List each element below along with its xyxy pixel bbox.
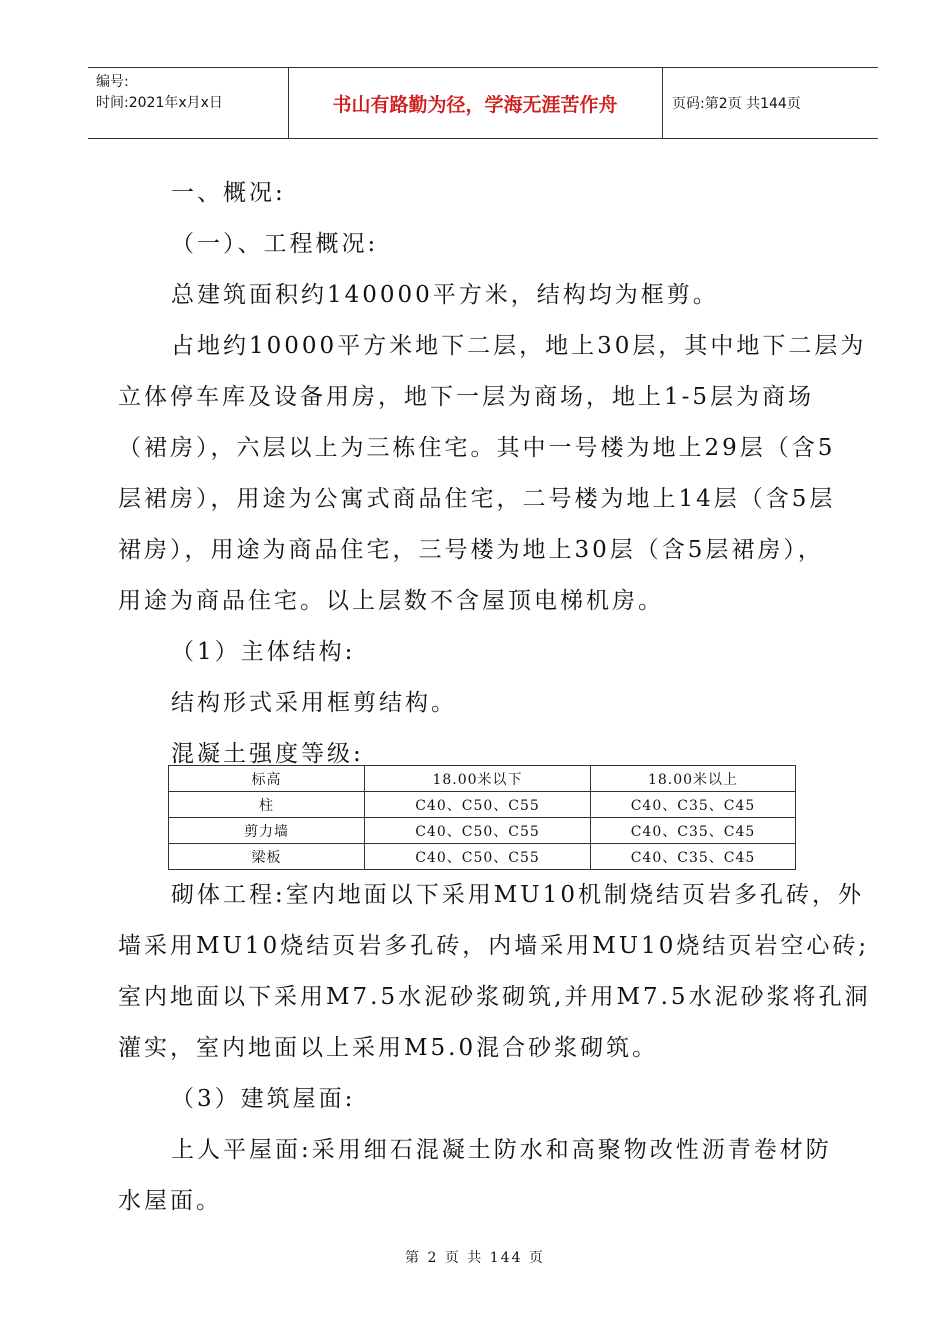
table-cell: 梁板 [169, 844, 365, 870]
paragraph-roof: 上人平屋面:采用细石混凝土防水和高聚物改性沥青卷材防 [171, 1137, 832, 1163]
heading-overview: 一、概况: [171, 180, 286, 206]
document-body-top [118, 168, 867, 780]
paragraph-masonry: 砌体工程:室内地面以下采用MU10机制烧结页岩多孔砖，外 [171, 882, 864, 908]
table-row [169, 818, 796, 844]
paragraph-site-line: 立体停车库及设备用房，地下一层为商场，地上1-5层为商场 [118, 384, 815, 410]
paragraph-structure-form: 结构形式采用框剪结构。 [171, 690, 457, 716]
heading-roof: （3）建筑屋面: [171, 1086, 356, 1112]
table-cell: C40、C35、C45 [591, 844, 796, 870]
header-meta [96, 72, 223, 114]
page-footer: 第 2 页 共 144 页 [405, 1250, 545, 1266]
table-header-cell: 18.00米以下 [365, 766, 591, 792]
paragraph-masonry: 灌实，室内地面以上采用M5.0混合砂浆砌筑。 [118, 1035, 659, 1061]
paragraph-site-line: （裙房），六层以上为三栋住宅。其中一号楼为地上29层（含5 [118, 435, 836, 461]
paragraph-site-line: 裙房），用途为商品住宅，三号楼为地上30层（含5层裙房）， [118, 537, 824, 563]
paragraph-site-line: 占地约10000平方米地下二层，地上30层，其中地下二层为 [171, 333, 867, 359]
heading-project-overview: （一）、工程概况: [171, 231, 379, 257]
document-body-bottom [118, 870, 871, 1227]
paragraph-site-line: 用途为商品住宅。以上层数不含屋顶电梯机房。 [118, 588, 664, 614]
paragraph-masonry: 墙采用MU10烧结页岩多孔砖，内墙采用MU10烧结页岩空心砖; [118, 933, 870, 959]
table-header-cell: 18.00米以上 [591, 766, 796, 792]
paragraph-masonry: 室内地面以下采用M7.5水泥砂浆砌筑,并用M7.5水泥砂浆将孔洞 [118, 984, 871, 1010]
heading-main-structure: （1）主体结构: [171, 639, 356, 665]
time-label: 时间:2021年x月x日 [96, 95, 223, 111]
concrete-grade-table [168, 765, 796, 870]
header-motto: 书山有路勤为径，学海无涯苦作舟 [332, 93, 618, 116]
heading-concrete-grade: 混凝土强度等级: [171, 741, 364, 767]
table-cell: C40、C35、C45 [591, 818, 796, 844]
serial-label: 编号: [96, 74, 129, 90]
table-cell: 柱 [169, 792, 365, 818]
table-cell: C40、C35、C45 [591, 792, 796, 818]
table-row [169, 792, 796, 818]
table-cell: C40、C50、C55 [365, 792, 591, 818]
header-page-info: 页码:第2页 共144页 [672, 96, 801, 112]
table-cell: 剪力墙 [169, 818, 365, 844]
paragraph-site-line: 层裙房），用途为公寓式商品住宅，二号楼为地上14层（含5层 [118, 486, 836, 512]
paragraph-roof: 水屋面。 [118, 1188, 222, 1214]
table-header-cell: 标高 [169, 766, 365, 792]
table-row [169, 844, 796, 870]
page-header [88, 67, 878, 139]
table-cell: C40、C50、C55 [365, 844, 591, 870]
paragraph-total-area: 总建筑面积约140000平方米，结构均为框剪。 [171, 282, 719, 308]
table-cell: C40、C50、C55 [365, 818, 591, 844]
header-divider [662, 68, 663, 138]
table-header-row [169, 766, 796, 792]
